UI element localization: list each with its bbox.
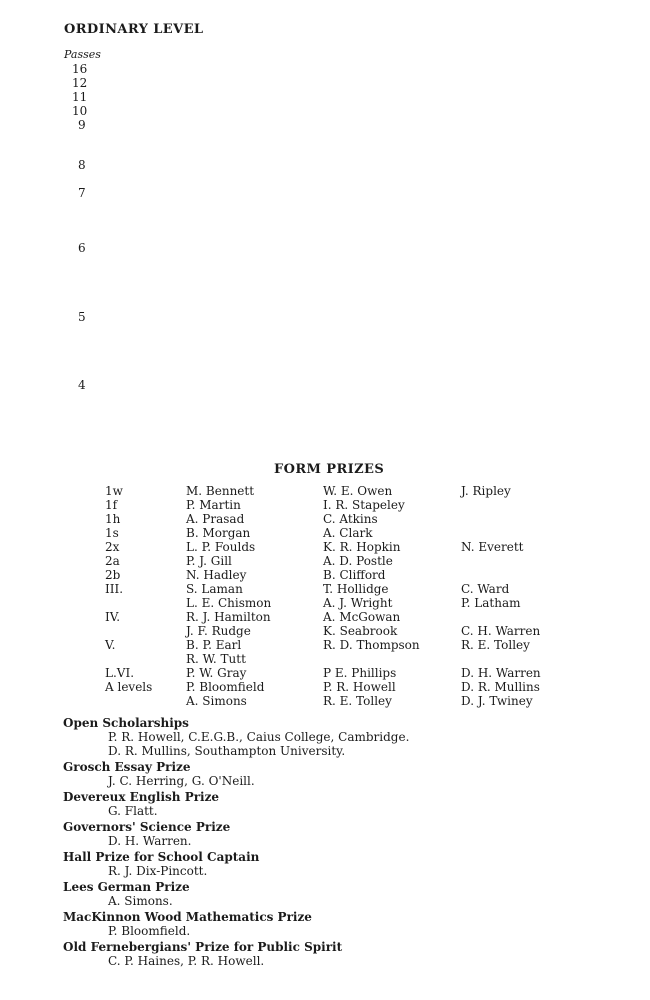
prize-winner: I. R. Stapeley — [323, 498, 405, 512]
prize-winner: C. Atkins — [323, 512, 378, 526]
pass-count: 5 — [78, 310, 86, 324]
prize-winner: T. Hollidge — [323, 582, 389, 596]
prize-winner: A. J. Wright — [323, 596, 393, 610]
prize-winner: P. Martin — [186, 498, 241, 512]
form-label: IV. — [105, 610, 121, 624]
prize-winner: A. Simons. — [108, 894, 173, 908]
prize-winner: P. W. Gray — [186, 666, 247, 680]
form-label: 2b — [105, 568, 121, 582]
prize-winner: P. Bloomfield — [186, 680, 265, 694]
prize-winner: P. Bloomfield. — [108, 924, 191, 938]
prize-winner: D. J. Twiney — [461, 694, 533, 708]
prize-title: Lees German Prize — [63, 880, 190, 894]
form-label: A levels — [105, 680, 153, 694]
form-label: 1h — [105, 512, 121, 526]
prize-winner: P. J. Gill — [186, 554, 232, 568]
prize-winner: C. H. Warren — [461, 624, 541, 638]
pass-count: 6 — [78, 241, 86, 255]
form-prizes-title: FORM PRIZES — [274, 462, 385, 477]
pass-count: 7 — [78, 186, 86, 200]
pass-count: 4 — [78, 378, 86, 392]
form-label: 2a — [105, 554, 120, 568]
prize-winner: L. P. Foulds — [186, 540, 256, 554]
prize-winner: J. C. Herring, G. O'Neill. — [108, 774, 255, 788]
prize-winner: C. P. Haines, P. R. Howell. — [108, 954, 265, 968]
prize-winner: R. D. Thompson — [323, 638, 420, 652]
prize-title: Hall Prize for School Captain — [63, 850, 260, 864]
prize-winner: K. R. Hopkin — [323, 540, 401, 554]
prize-winner: P. R. Howell, C.E.G.B., Caius College, Cambridge. — [108, 730, 410, 744]
prize-winner: N. Hadley — [186, 568, 247, 582]
prize-winner: N. Everett — [461, 540, 524, 554]
form-label: 1w — [105, 484, 123, 498]
pass-count: 11 — [72, 90, 88, 104]
prize-winner: P. Latham — [461, 596, 521, 610]
prize-winner: A. Prasad — [186, 512, 245, 526]
passes-label: Passes — [64, 48, 101, 61]
prize-winner: J. F. Rudge — [186, 624, 251, 638]
prize-winner: A. D. Postle — [323, 554, 393, 568]
form-label: L.VI. — [105, 666, 135, 680]
prize-winner: P E. Phillips — [323, 666, 397, 680]
prize-winner: C. Ward — [461, 582, 510, 596]
prize-winner: A. Clark — [323, 526, 373, 540]
prize-winner: M. Bennett — [186, 484, 255, 498]
prize-title: Grosch Essay Prize — [63, 760, 191, 774]
pass-count: 10 — [72, 104, 88, 118]
prize-winner: W. E. Owen — [323, 484, 393, 498]
pass-count: 8 — [78, 158, 86, 172]
prize-winner: D. H. Warren — [461, 666, 541, 680]
prize-winner: R. E. Tolley — [323, 694, 392, 708]
prize-winner: R. J. Hamilton — [186, 610, 271, 624]
form-label: V. — [105, 638, 116, 652]
prize-winner: R. E. Tolley — [461, 638, 530, 652]
prize-title: MacKinnon Wood Mathematics Prize — [63, 910, 312, 924]
pass-count: 12 — [72, 76, 88, 90]
prize-winner: J. Ripley — [461, 484, 511, 498]
prize-winner: L. E. Chismon — [186, 596, 272, 610]
form-label: 1s — [105, 526, 119, 540]
prize-winner: B. Morgan — [186, 526, 251, 540]
form-label: III. — [105, 582, 124, 596]
prize-title: Open Scholarships — [63, 716, 189, 730]
form-label: 2x — [105, 540, 120, 554]
prize-winner: A. McGowan — [323, 610, 401, 624]
prize-winner: D. R. Mullins — [461, 680, 540, 694]
prize-winner: A. Simons — [186, 694, 247, 708]
prize-winner: G. Flatt. — [108, 804, 158, 818]
prize-title: Governors' Science Prize — [63, 820, 231, 834]
prize-winner: K. Seabrook — [323, 624, 398, 638]
prize-winner: D. R. Mullins, Southampton University. — [108, 744, 346, 758]
prize-title: Old Fernebergians' Prize for Public Spirit — [63, 940, 343, 954]
pass-count: 9 — [78, 118, 86, 132]
prize-winner: R. W. Tutt — [186, 652, 246, 666]
prize-winner: S. Laman — [186, 582, 243, 596]
prize-winner: B. P. Earl — [186, 638, 242, 652]
prize-winner: R. J. Dix-Pincott. — [108, 864, 208, 878]
form-label: 1f — [105, 498, 118, 512]
prize-winner: P. R. Howell — [323, 680, 396, 694]
prize-title: Devereux English Prize — [63, 790, 220, 804]
pass-count: 16 — [72, 62, 88, 76]
prize-winner: B. Clifford — [323, 568, 386, 582]
ordinary-level-heading: ORDINARY LEVEL — [64, 22, 204, 37]
prize-winner: D. H. Warren. — [108, 834, 192, 848]
